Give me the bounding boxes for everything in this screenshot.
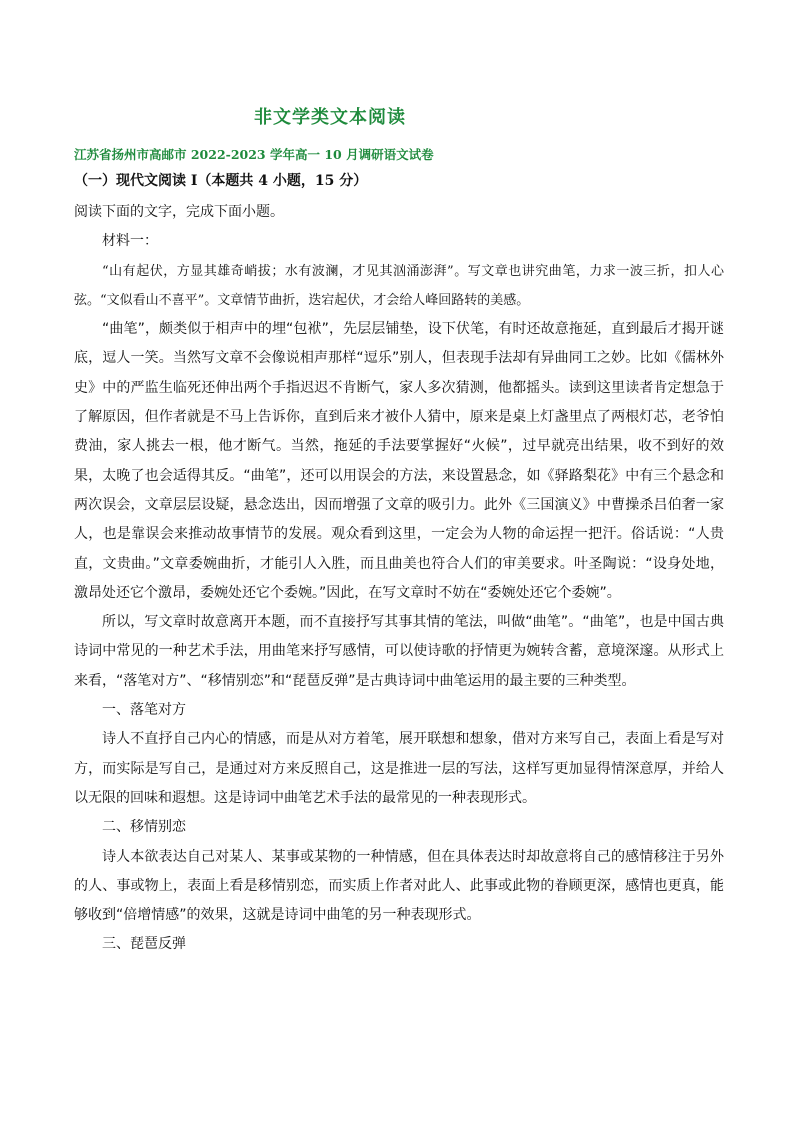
- section-heading: （一）现代文阅读 I（本题共 4 小题，15 分）: [74, 173, 368, 189]
- instruction-text: 阅读下面的文字，完成下面小题。: [74, 204, 284, 220]
- exam-source: 江苏省扬州市高邮市 2022-2023 学年高一 10 月调研语文试卷: [74, 147, 434, 162]
- paragraph: “曲笔”，颇类似于相声中的埋“包袱”，先层层铺垫，设下伏笔，有时还故意拖延，直到最后才揭开谜底，逗人一笑。当然写文章不会像说相声那样“逗乐”别人，但表现手法却有异曲同工之妙。比如《儒林外史》中的严监生临死还伸出两个手指迟迟不肯断气，家人多次猜测，他都摇头。读到这里读者肯定想急于了解原因，但作者就是不马上告诉你，直到后来才被仆人猜中，原来是桌上灯盏里点了两根灯芯，老爷怕费油，家人挑去一根，他才断气。当然，拖延的手法要掌握好“火候”，过早就亮出结果，收不到好的效果，太晚了也会适得其反。“曲笔”，还可以用误会的方法，来设置悬念，如《驿路梨花》中有三个悬念和两次误会，文章层层设疑，悬念迭出，因而增强了文章的吸引力。此外《三国演义》中曹操杀吕伯奢一家人，也是靠误会来推动故事情节的发展。观众看到这里，一定会为人物的命运捏一把汗。俗话说：“人贵直，文贵曲。”文章委婉曲折，才能引人入胜，而且曲美也符合人们的审美要求。叶圣陶说：“设身处地，激昂处还它个激昂，委婉处还它个委婉。”因此，在写文章时不妨在“委婉处还它个委婉”。: [74, 321, 724, 601]
- subheading-2: 二、移情别恋: [102, 819, 186, 836]
- material-label: 材料一：: [102, 233, 158, 250]
- reading-passage: [74, 198, 724, 960]
- subheading-3: 三、琵琶反弹: [102, 936, 186, 953]
- paragraph: 诗人不直抒自己内心的情感，而是从对方着笔，展开联想和想象，借对方来写自己，表面上看是写对方，而实际是写自己，是通过对方来反照自己，这是推进一层的写法，这样写更加显得情深意厚，并给人以无限的回味和遐想。这是诗词中曲笔艺术手法的最常见的一种表现形式。: [74, 731, 724, 806]
- paragraph: “山有起伏，方显其雄奇峭拔；水有波澜，才见其汹涌澎湃”。写文章也讲究曲笔，力求一波三折，扣人心弦。“文似看山不喜平”。文章情节曲折，迭宕起伏，才会给人峰回路转的美感。: [74, 263, 724, 308]
- paragraph: 所以，写文章时故意离开本题，而不直接抒写其事其情的笔法，叫做“曲笔”。“曲笔”，也是中国古典诗词中常见的一种艺术手法，用曲笔来抒写感情，可以使诗歌的抒情更为婉转含蓄，意境深邃。从形式上来看，“落笔对方”、“移情别恋”和“琵琶反弹”是古典诗词中曲笔运用的最主要的三种类型。: [74, 614, 724, 689]
- subheading-1: 一、落笔对方: [102, 702, 186, 719]
- document-title: 非文学类文本阅读: [254, 107, 406, 128]
- paragraph: 诗人本欲表达自己对某人、某事或某物的一种情感，但在具体表达时却故意将自己的感情移注于另外的人、事或物上，表面上看是移情别恋，而实质上作者对此人、此事或此物的眷顾更深，感情也更真，能够收到“倍增情感”的效果，这就是诗词中曲笔的另一种表现形式。: [74, 848, 724, 924]
